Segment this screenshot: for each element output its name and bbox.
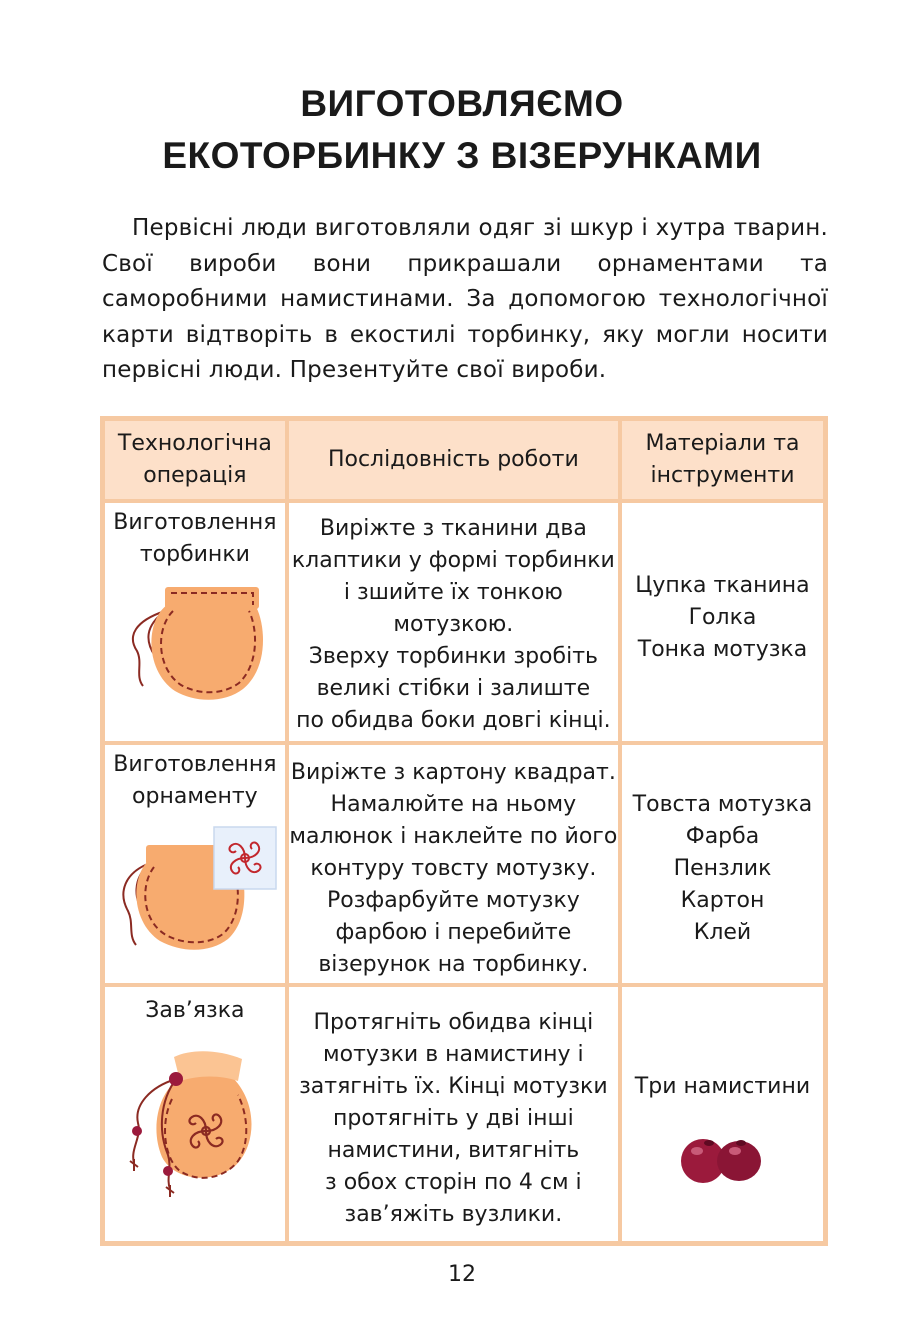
table-row [103, 743, 825, 985]
sequence-line: Виріжте з тканини два [319, 516, 587, 541]
sequence-line: з обох сторін по 4 см і [325, 1170, 582, 1195]
bead [717, 1141, 761, 1181]
sequence-line: Зверху торбинки зробіть [308, 644, 598, 669]
tied-pouch-illustration [110, 1039, 280, 1209]
material-item: Клей [693, 920, 752, 945]
header-materials: Матеріали та інструменти [620, 419, 825, 501]
sequence-line: Протягніть обидва кінці [313, 1010, 594, 1035]
sequence-line: фарбою і перебийте [335, 920, 572, 945]
material-item: Фарба [685, 824, 760, 849]
bead [132, 1126, 142, 1136]
page-title-line-2: ЕКОТОРБИНКУ З ВІЗЕРУНКАМИ [162, 135, 762, 176]
operation-cell [103, 501, 287, 743]
sequence-line: Намалюйте на ньому [330, 792, 577, 817]
pouch-with-ornament-illustration [110, 823, 280, 963]
sequence-text [289, 503, 618, 737]
page-number: 12 [448, 1262, 476, 1287]
sequence-line: мотузки в намистину і [323, 1042, 584, 1067]
material-item: Товста мотузка [632, 792, 813, 817]
sequence-line: зав’яжіть вузлики. [344, 1202, 563, 1227]
table-header-row [103, 419, 825, 501]
sequence-cell [287, 501, 620, 743]
operation-label: Виготовлення торбинки [113, 510, 277, 567]
bead [163, 1166, 173, 1176]
sequence-cell [287, 985, 620, 1243]
bead-hole [704, 1140, 714, 1146]
beads-illustration [677, 1131, 767, 1187]
sequence-line: візерунок на торбинку. [318, 952, 589, 977]
bead-hole [736, 1140, 746, 1146]
table-row [103, 501, 825, 743]
materials-list [622, 570, 823, 666]
sequence-line: по обидва боки довгі кінці. [296, 708, 611, 733]
material-item: Пензлик [673, 856, 772, 881]
intro-paragraph [102, 211, 828, 389]
sequence-line: Розфарбуйте мотузку [326, 888, 580, 913]
bead [169, 1072, 183, 1086]
sequence-line: великі стібки і залиште [316, 676, 591, 701]
operation-cell [103, 743, 287, 985]
sequence-line: контуру товсту мотузку. [310, 856, 597, 881]
pouch-body [151, 605, 263, 700]
sequence-line: протягніть у дві інші [332, 1106, 574, 1131]
operation-cell [103, 985, 287, 1243]
sequence-line: намистини, витягніть [327, 1138, 580, 1163]
sequence-cell [287, 743, 620, 985]
sequence-line: затягніть їх. Кінці мотузки [299, 1074, 608, 1099]
intro-text: Первісні люди виготовляли одяг зі шкур і хутра тварин. Свої вироби вони прикрашали орнаментами та саморобними намистинами. За допомогою технологічної карти відтворіть в екостилі торбинку, яку могли носити первісні люди. Презентуйте свої вироби. [102, 215, 828, 384]
bead-highlight [691, 1147, 703, 1155]
material-item: Три намистини [634, 1074, 811, 1099]
pouch-illustration [115, 581, 275, 711]
bead-highlight [729, 1147, 741, 1155]
table-row [103, 985, 825, 1243]
page-title [0, 78, 924, 182]
sequence-line: клаптики у формі торбинки [291, 548, 615, 573]
material-item: Тонка мотузка [637, 637, 808, 662]
sequence-line: Виріжте з картону квадрат. [290, 760, 616, 785]
header-sequence: Послідовність роботи [287, 419, 620, 501]
material-item: Картон [680, 888, 765, 913]
technology-card-table [100, 416, 828, 1246]
materials-cell [620, 501, 825, 743]
sequence-line: малюнок і наклейте по його [289, 824, 618, 849]
sequence-line: і зшийте їх тонкою [343, 580, 563, 605]
sequence-text [289, 745, 618, 981]
operation-label: Виготовлення орнаменту [113, 752, 277, 809]
header-operation: Технологічна операція [103, 419, 287, 501]
materials-list [622, 987, 823, 1103]
material-item: Голка [688, 605, 757, 630]
knot [166, 1185, 174, 1197]
material-item: Цупка тканина [635, 573, 810, 598]
materials-cell [620, 743, 825, 985]
materials-list [622, 745, 823, 949]
page-title-line-1: ВИГОТОВЛЯЄМО [300, 83, 624, 124]
operation-label: Зав’язка [145, 998, 245, 1023]
sequence-text [289, 987, 618, 1231]
sequence-line: мотузкою. [393, 612, 514, 637]
materials-cell [620, 985, 825, 1243]
knot [130, 1159, 138, 1171]
